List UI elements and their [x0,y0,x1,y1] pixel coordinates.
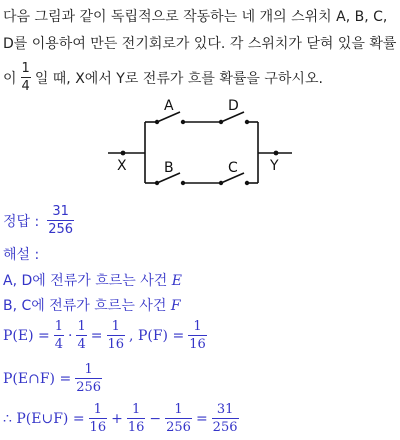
final-term-2 [127,403,146,434]
switch-b-contact-left [155,181,159,185]
probability-denominator: 4 [21,79,30,94]
final-term-1 [89,403,108,434]
final-result [212,403,239,434]
switch-d-contact-right [245,120,249,124]
event-e-var: E [171,273,183,289]
switch-a-contact-left [155,120,159,124]
answer-line [3,205,74,236]
circuit-diagram [0,95,400,200]
final-term-1-num: 1 [93,402,102,417]
pe-result-den: 16 [107,337,125,352]
switch-c-label: C [228,160,238,176]
pf-result-den: 16 [189,337,206,352]
pef-result-den: 256 [76,380,102,395]
final-term-3-den: 256 [166,420,191,435]
switch-d-contact-left [219,120,223,124]
final-minus: − [149,410,162,427]
terminal-x-dot [121,151,126,156]
problem-line-1: 다음 그림과 같이 독립적으로 작동하는 네 개의 스위치 A, B, C, [3,9,388,25]
pf-result-num: 1 [193,319,202,334]
problem-line-3-post: 일 때, X에서 Y로 전류가 흐를 확률을 구하시오. [34,70,323,87]
event-f-definition [3,295,181,315]
answer-denominator: 256 [48,222,74,237]
pf-lhs: , P(F) = [129,327,185,344]
pf-result [188,320,207,351]
switch-a-label: A [164,98,174,114]
solution-heading: 해설 : [3,247,40,263]
pef-result [75,363,102,394]
switch-c-contact-right [245,181,249,185]
event-f-text: B, C에 전류가 흐르는 사건 [3,298,167,314]
problem-line-2: D를 이용하여 만든 전기회로가 있다. 각 스위치가 닫혀 있을 확률 [3,36,397,52]
answer-label: 정답 : [3,213,40,230]
event-f-var: F [170,298,181,314]
final-plus: + [111,410,123,427]
terminal-x-label: X [117,158,127,174]
final-term-2-num: 1 [131,402,141,417]
switch-b-contact-right [181,181,185,185]
final-eq: = [195,410,208,427]
switch-d-label: D [228,98,239,114]
final-result-num: 31 [216,402,234,417]
pe-factor-2 [76,320,86,351]
problem-line-3-pre: 이 [3,70,17,87]
switch-c-contact-left [219,181,223,185]
event-e-definition [3,270,182,290]
pe-factor-1-num: 1 [54,319,64,334]
event-e-text: A, D에 전류가 흐르는 사건 [3,273,168,289]
probability-numerator: 1 [21,61,30,76]
terminal-y-dot [274,151,279,156]
probability-fraction [21,62,31,93]
pe-pf-equation [3,320,207,351]
final-equation [3,403,239,434]
pe-factor-1-den: 4 [54,337,64,352]
pe-result-num: 1 [111,319,120,334]
answer-numerator: 31 [52,204,69,219]
final-term-1-den: 16 [89,420,107,435]
pe-factor-2-den: 4 [77,337,86,352]
pe-eq: = [90,327,103,344]
pe-factor-2-num: 1 [77,319,86,334]
pe-result [107,320,126,351]
pef-equation [3,363,102,394]
switch-b-label: B [164,160,174,176]
terminal-y-label: Y [270,158,279,174]
switch-a-contact-right [181,120,185,124]
final-lhs: ∴ P(E∪F) = [3,410,85,427]
pe-factor-1 [54,320,64,351]
pe-dot: · [68,327,73,344]
answer-fraction [47,205,74,236]
pef-result-num: 1 [84,362,93,377]
final-term-2-den: 16 [127,420,145,435]
final-term-3-num: 1 [174,402,183,417]
pef-lhs: P(E∩F) = [3,370,72,387]
pe-lhs: P(E) = [3,327,50,344]
final-term-3 [165,403,192,434]
final-result-den: 256 [212,420,238,435]
problem-line-3 [3,62,323,93]
